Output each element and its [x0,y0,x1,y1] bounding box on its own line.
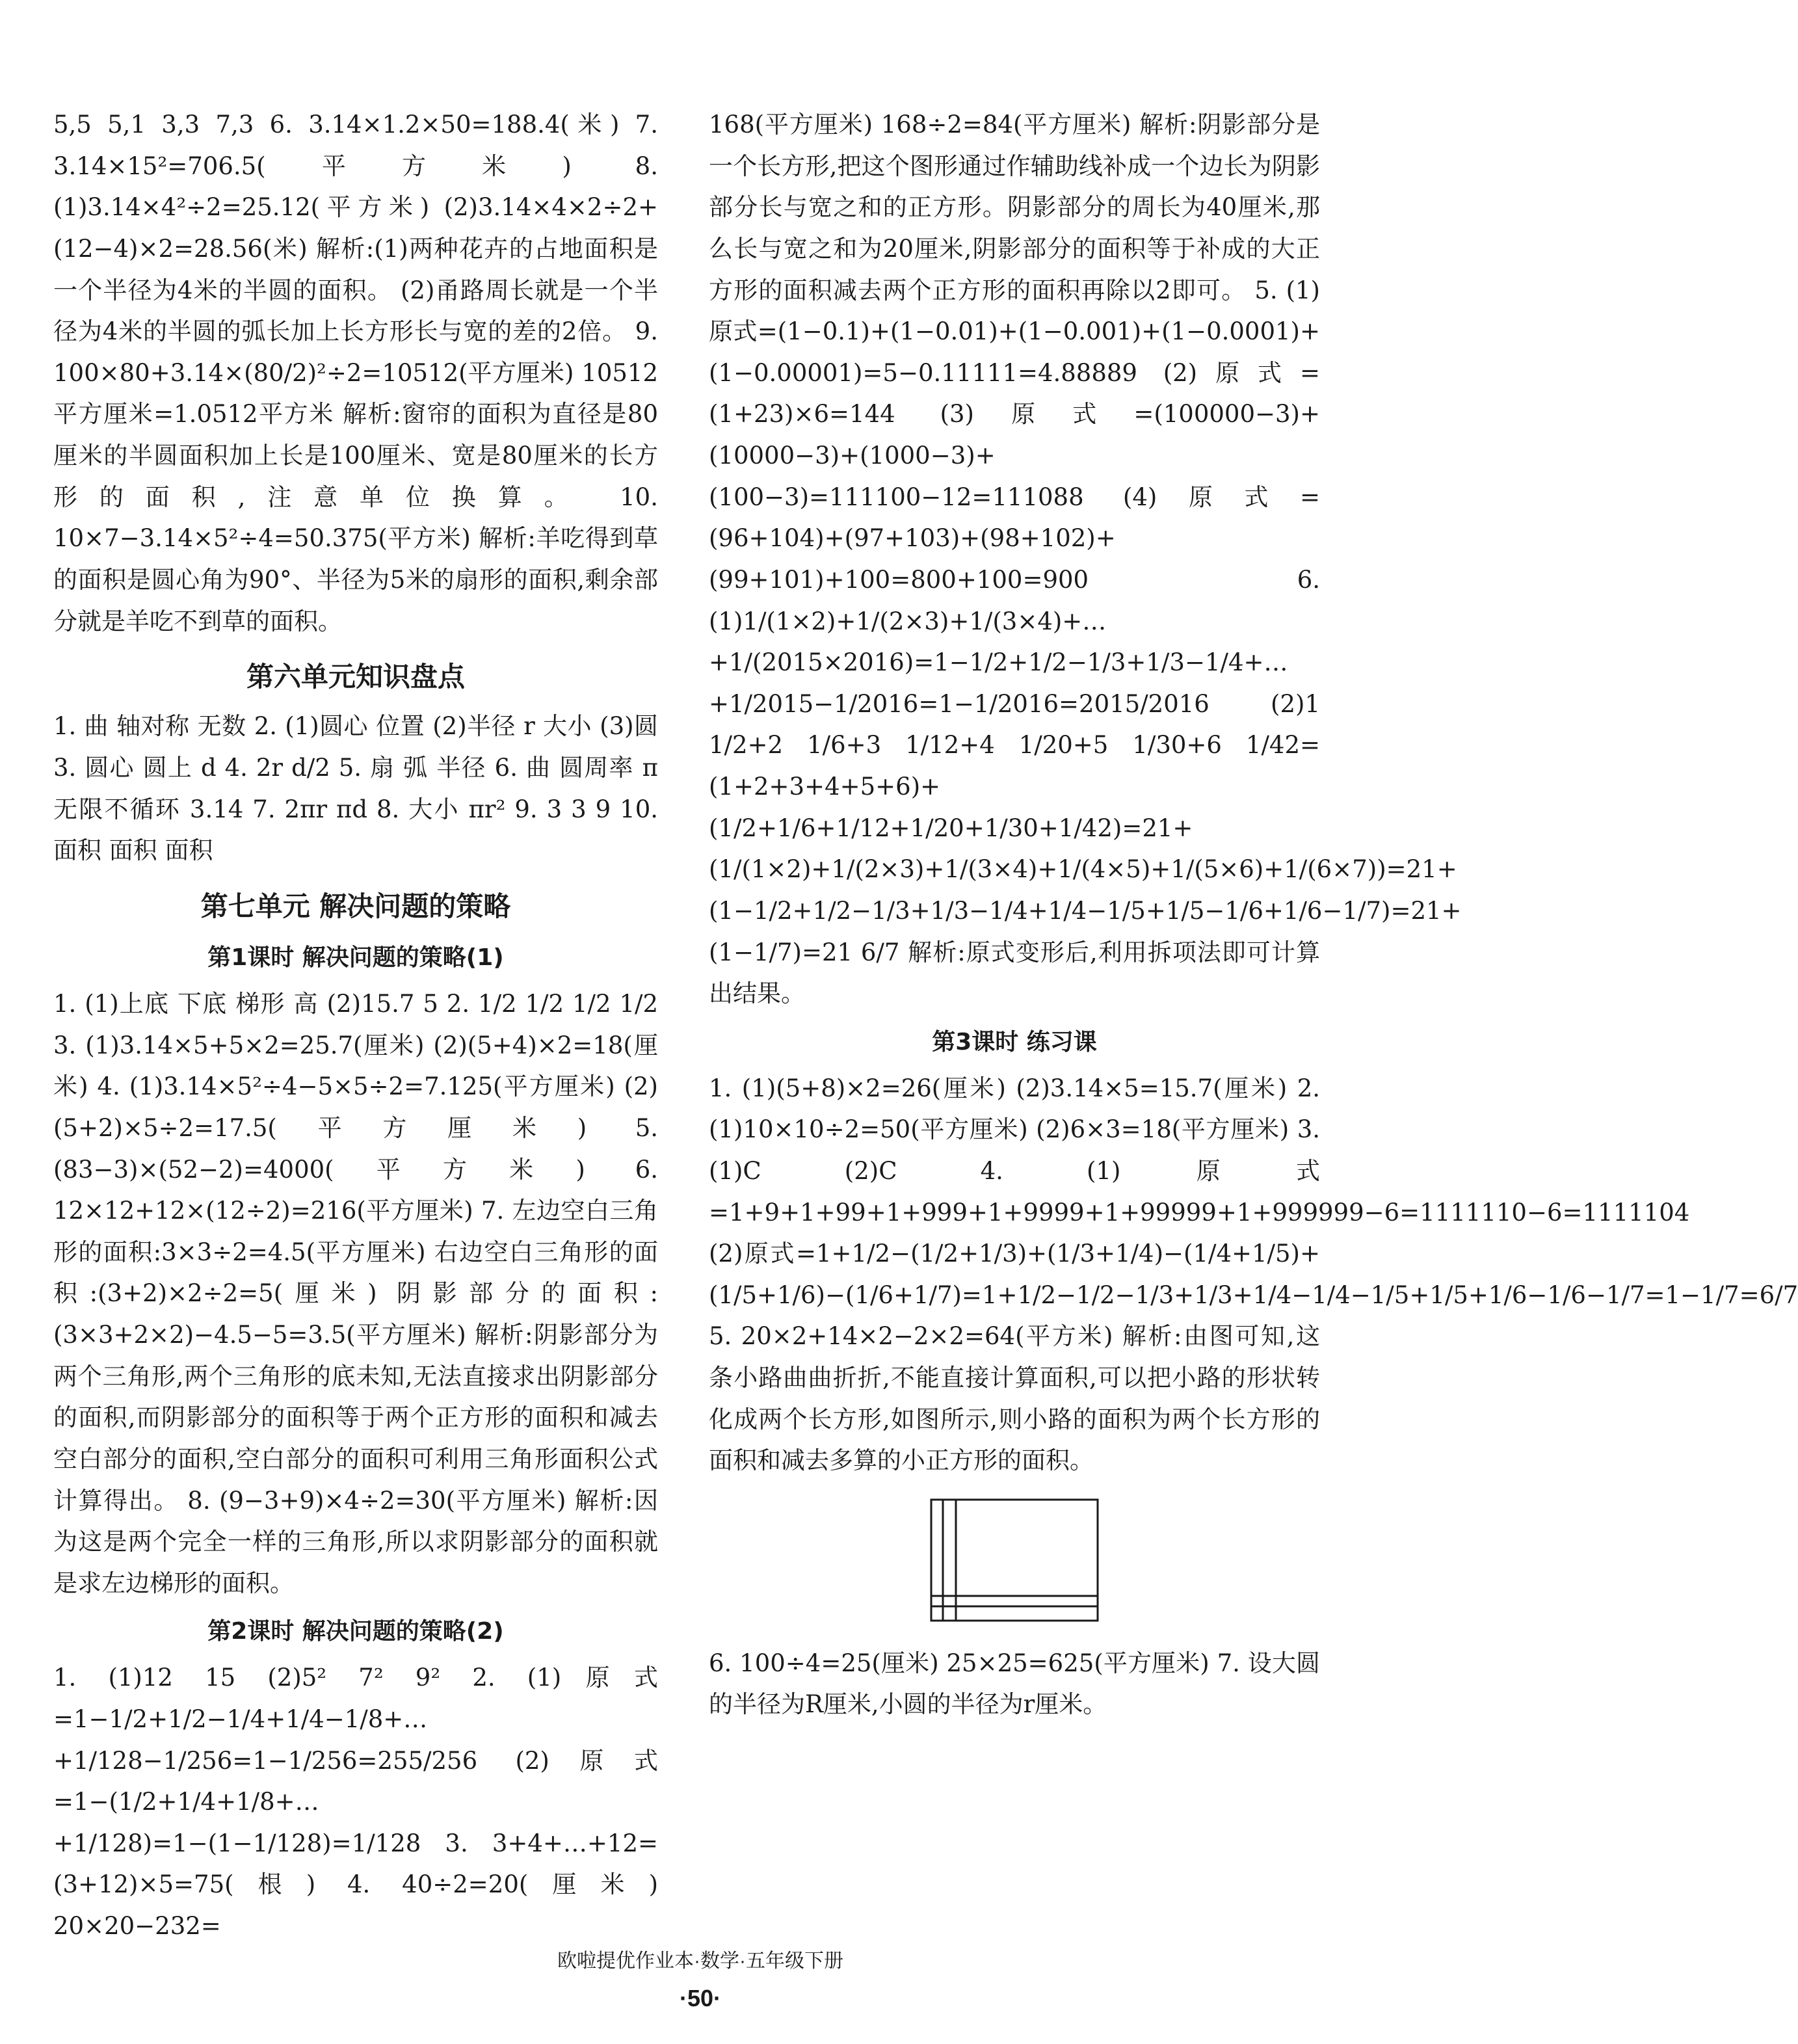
answer-paragraph: 1. 曲 轴对称 无数 2. (1)圆心 位置 (2)半径 r 大小 (3)圆 3. 圆心 圆上 d 4. 2r d/2 5. 扇 弧 半径 6. 曲 圆周率 π 无限不循环 3.14 7. 2πr πd 8. 大小 πr² 9. 3 3 9 10. 面积 面积 面积 [53,712,658,865]
lesson-2-heading: 第2课时 解决问题的策略(2) [207,1618,504,1645]
answer-paragraph: 1. (1)(5+8)×2=26(厘米) (2)3.14×5=15.7(厘米) 2. (1)10×10÷2=50(平方厘米) (2)6×3=18(平方厘米) 3. (1)C (2)C 4. (1)原式=1+9+1+99+1+999+1+9999+1+99999+1+999999−6=1111110−6=1111104 (2)原式=1+1/2−(1/2+1/3)+(1/3+1/4)−(1/4+1/5)+(1/5+1/6)−(1/6+1/7)=1+1/2−1/2−1/3+1/3+1/4−1/4−1/5+1/5+1/6−1/6−1/7=1−1/7=6/7 5. 20×2+14×2−2×2=64(平方米) 解析:由图可知,这条小路曲曲折折,不能直接计算面积,可以把小路的形状转化成两个长方形,如图所示,则小路的面积为两个长方形的面积和减去多算的小正方形的面积。 [709,1074,1798,1475]
left-column [53,104,658,1947]
answer-paragraph: 5,5 5,1 3,3 7,3 6. 3.14×1.2×50=188.4(米) 7. 3.14×15²=706.5(平方米) 8. (1)3.14×4²÷2=25.12(平方米) (2)3.14×4×2÷2+(12−4)×2=28.56(米) 解析:(1)两种花卉的占地面积是一个半径为4米的半圆的面积。 (2)甬路周长就是一个半径为4米的半圆的弧长加上长方形长与宽的差的2倍。 9. 100×80+3.14×(80/2)²÷2=10512(平方厘米) 10512平方厘米=1.0512平方米 解析:窗帘的面积为直径是80厘米的半圆面积加上长是100厘米、宽是80厘米的长方形的面积,注意单位换算。 10. 10×7−3.14×5²÷4=50.375(平方米) 解析:羊吃得到草的面积是圆心角为90°、半径为5米的扇形的面积,剩余部分就是羊吃不到草的面积。 [53,111,658,635]
answer-paragraph: 6. 100÷4=25(厘米) 25×25=625(平方厘米) 7. 设大圆的半径为R厘米,小圆的半径为r厘米。 [709,1649,1320,1719]
answer-paragraph: 1. (1)12 15 (2)5² 7² 9² 2. (1)原式=1−1/2+1/2−1/4+1/4−1/8+…+1/128−1/256=1−1/256=255/256 (2)原式=1−(1/2+1/4+1/8+…+1/128)=1−(1−1/128)=1/128 3. 3+4+…+12=(3+12)×5=75(根) 4. 40÷2=20(厘米) 20×20−232= [53,1664,658,1941]
answer-paragraph: 168(平方厘米) 168÷2=84(平方厘米) 解析:阴影部分是一个长方形,把这个图形通过作辅助线补成一个边长为阴影部分长与宽之和的正方形。阴影部分的周长为40厘米,那么长与宽之和为20厘米,阴影部分的面积等于补成的大正方形的面积减去两个正方形的面积再除以2即可。 5. (1)原式=(1−0.1)+(1−0.01)+(1−0.001)+(1−0.0001)+(1−0.00001)=5−0.11111=4.88889 (2)原式=(1+23)×6=144 (3)原式=(100000−3)+(10000−3)+(1000−3)+(100−3)=111100−12=111088 (4)原式=(96+104)+(97+103)+(98+102)+(99+101)+100=800+100=900 6. (1)1/(1×2)+1/(2×3)+1/(3×4)+…+1/(2015×2016)=1−1/2+1/2−1/3+1/3−1/4+…+1/2015−1/2016=1−1/2016=2015/2016 (2)1 1/2+2 1/6+3 1/12+4 1/20+5 1/30+6 1/42=(1+2+3+4+5+6)+(1/2+1/6+1/12+1/20+1/30+1/42)=21+(1/(1×2)+1/(2×3)+1/(3×4)+1/(4×5)+1/(5×6)+1/(6×7))=21+(1−1/2+1/2−1/3+1/3−1/4+1/4−1/5+1/5−1/6+1/6−1/7)=21+(1−1/7)=21 6/7 解析:原式变形后,利用拆项法即可计算出结果。 [709,111,1462,1008]
path-diagram-svg [930,1498,1099,1622]
page-number: ·50· [679,1985,722,2011]
answer-paragraph: 1. (1)上底 下底 梯形 高 (2)15.7 5 2. 1/2 1/2 1/2 1/2 3. (1)3.14×5+5×2=25.7(厘米) (2)(5+4)×2=18(厘米) 4. (1)3.14×5²÷4−5×5÷2=7.125(平方厘米) (2)(5+2)×5÷2=17.5(平方厘米) 5. (83−3)×(52−2)=4000(平方米) 6. 12×12+12×(12÷2)=216(平方厘米) 7. 左边空白三角形的面积:3×3÷2=4.5(平方厘米) 右边空白三角形的面积:(3+2)×2÷2=5(厘米) 阴影部分的面积:(3×3+2×2)−4.5−5=3.5(平方厘米) 解析:阴影部分为两个三角形,两个三角形的底未知,无法直接求出阴影部分的面积,而阴影部分的面积等于两个正方形的面积和减去空白部分的面积,空白部分的面积可利用三角形面积公式计算得出。 8. (9−3+9)×4÷2=30(平方厘米) 解析:因为这是两个完全一样的三角形,所以求阴影部分的面积就是求左边梯形的面积。 [53,990,658,1597]
unit-7-heading: 第七单元 解决问题的策略 [200,890,511,922]
right-column [709,104,1798,1725]
unit-6-heading: 第六单元知识盘点 [246,661,465,693]
lesson-1-heading: 第1课时 解决问题的策略(1) [207,944,504,972]
lesson-3-heading: 第3课时 练习课 [932,1028,1097,1055]
path-diagram [930,1498,1320,1635]
book-title: 欧啦提优作业本·数学·五年级下册 [557,1950,843,1972]
